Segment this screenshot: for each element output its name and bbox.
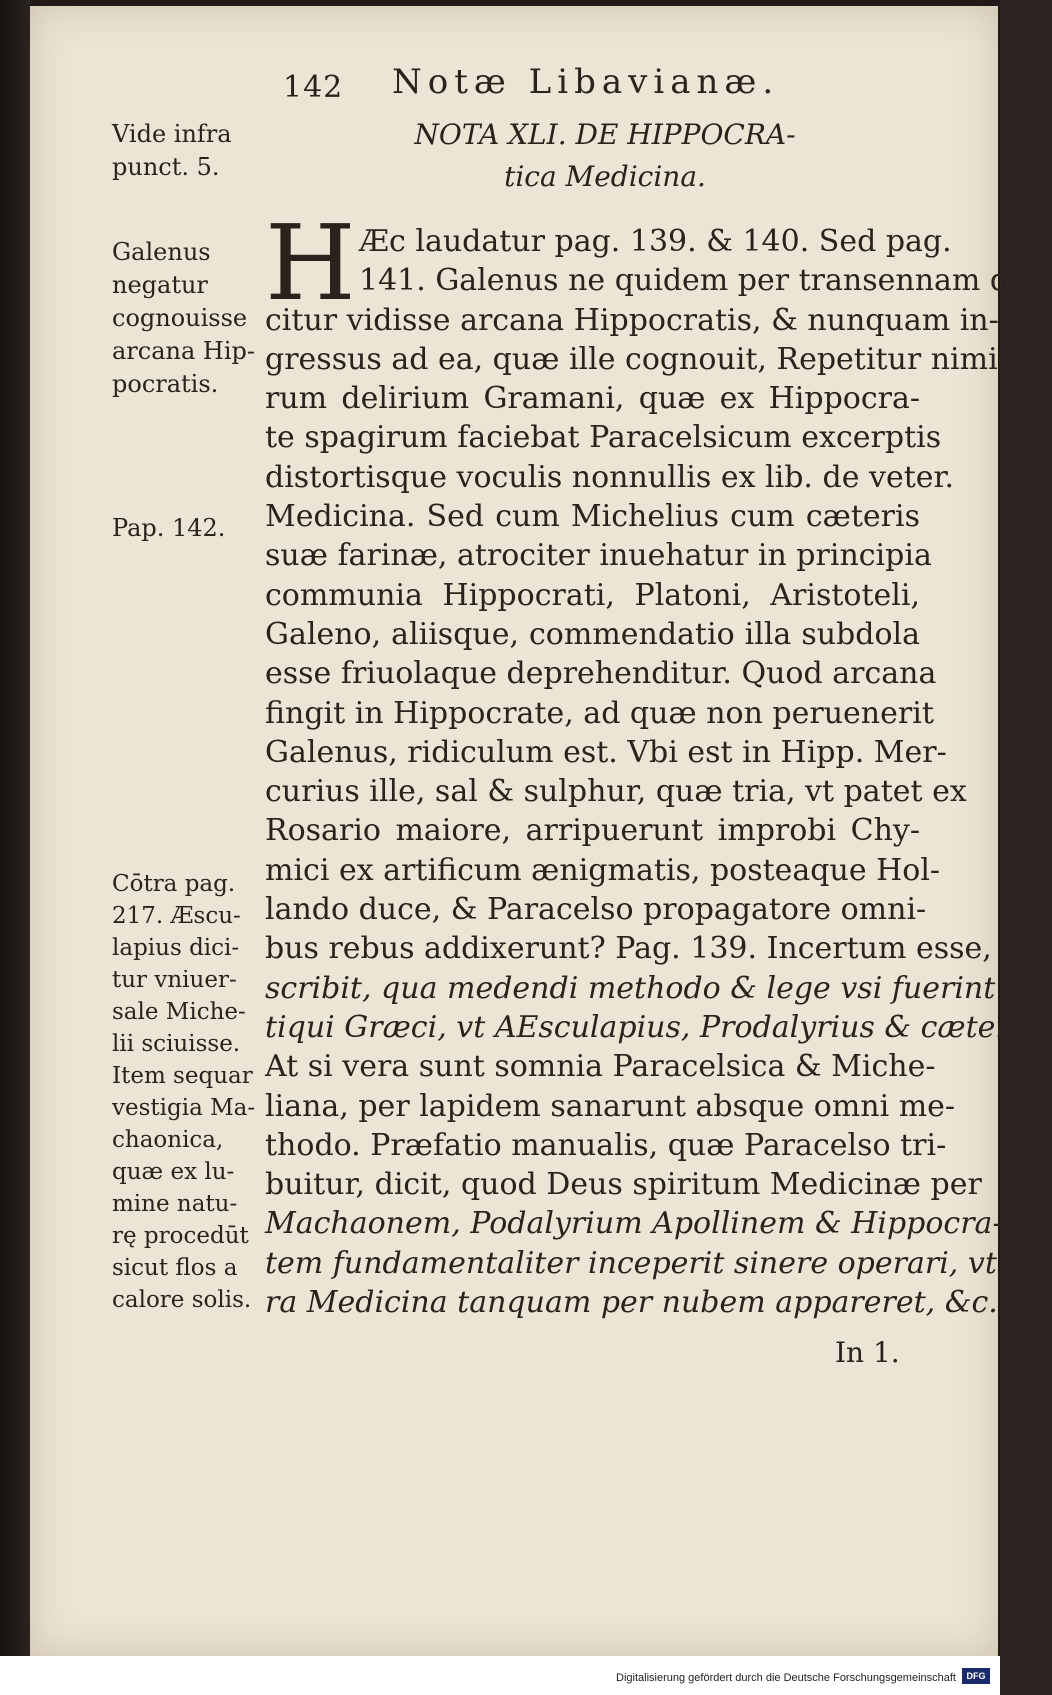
body-line: Æc laudatur pag. 139. & 140. Sed pag. — [359, 224, 952, 259]
margin-note-galenus — [112, 236, 277, 401]
body-line: mici ex artificum ænigmatis, posteaque Hol- — [265, 852, 941, 888]
body-line: tiqui Græci, vt AEsculapius, Prodalyrius & cæteri. — [265, 1009, 1029, 1045]
scan-edge — [0, 0, 30, 1695]
body-line: Machaonem, Podalyrium Apollinem & Hippocra- — [265, 1206, 1003, 1242]
chapter-title-line: NOTA XLI. DE HIPPOCRA- — [414, 118, 796, 151]
margin-note-line: mine natu- — [112, 1191, 238, 1217]
margin-note-line: 217. Æscu- — [112, 903, 241, 929]
margin-note-line: rę procedūt — [112, 1223, 249, 1249]
margin-note-line: Pap. 142. — [112, 514, 226, 542]
margin-note-line: lii sciuisse. — [112, 1031, 241, 1057]
margin-note-line: negatur — [112, 271, 208, 299]
running-head: Notæ Libavianæ. — [392, 62, 780, 102]
margin-note-line: Cōtra pag. — [112, 871, 236, 897]
body-line: liana, per lapidem sanarunt absque omni me- — [265, 1088, 956, 1124]
chapter-title — [280, 114, 930, 198]
body-line: rum delirium Gramani, quæ ex Hippocra- — [265, 381, 920, 417]
body-line: te spagirum faciebat Paracelsicum excerptis — [265, 420, 942, 456]
body-line: buitur, dicit, quod Deus spiritum Medicinæ per — [265, 1167, 982, 1203]
body-line: esse friuolaque deprehenditur. Quod arcana — [265, 656, 937, 692]
body-line: communia Hippocrati, Platoni, Aristoteli, — [265, 577, 920, 613]
margin-note-line: lapius dici- — [112, 935, 240, 961]
body-line: gressus ad ea, quæ ille cognouit, Repetitur nimi- — [265, 341, 1008, 377]
margin-note-line: Item sequar — [112, 1063, 253, 1089]
body-line: bus rebus addixerunt? Pag. 139. Incertum esse, — [265, 931, 992, 967]
body-line: fingit in Hippocrate, ad quæ non peruenerit — [265, 695, 934, 731]
body-line: scribit, qua medendi methodo & lege vsi fuerint an- — [265, 970, 1052, 1006]
page-header — [30, 62, 998, 105]
body-line: Medicina. Sed cum Michelius cum cæteris — [265, 499, 920, 535]
margin-note-vide — [112, 118, 277, 184]
body-line: suæ farinæ, atrociter inuehatur in principia — [265, 538, 932, 574]
body-line: lando duce, & Paracelso propagatore omni- — [265, 892, 927, 928]
body-line: curius ille, sal & sulphur, quæ tria, vt patet ex — [265, 774, 967, 810]
margin-note-line: tur vniuer- — [112, 967, 237, 993]
body-line: At si vera sunt somnia Paracelsica & Miche- — [265, 1049, 936, 1085]
margin-note-line: sale Miche- — [112, 999, 246, 1025]
margin-note-line: pocratis. — [112, 370, 219, 398]
body-line: Rosario maiore, arripuerunt improbi Chy- — [265, 813, 920, 849]
margin-note-line: arcana Hip- — [112, 337, 256, 365]
footer-credit: Digitalisierung gefördert durch die Deutsche Forschungsgemeinschaft — [616, 1672, 956, 1684]
margin-note-line: Galenus — [112, 238, 211, 266]
body-line: thodo. Præfatio manualis, quæ Paracelso tri- — [265, 1127, 947, 1163]
margin-note-line: quæ ex lu- — [112, 1159, 235, 1185]
body-line: tem fundamentaliter inceperit sinere operari, vt ve- — [265, 1245, 1052, 1281]
body-line: Galeno, aliisque, commendatio illa subdola — [265, 616, 920, 652]
body-text — [265, 222, 1052, 1322]
drop-cap: H — [265, 202, 356, 324]
margin-note-line: calore solis. — [112, 1287, 252, 1313]
chapter-title-line: tica Medicina. — [504, 160, 706, 193]
margin-note-line: Vide infra — [112, 120, 232, 148]
body-line: distortisque voculis nonnullis ex lib. de veter. — [265, 459, 955, 495]
body-line: citur vidisse arcana Hippocratis, & nunquam in- — [265, 302, 999, 338]
margin-note-line: chaonica, — [112, 1127, 224, 1153]
margin-note-line: cognouisse — [112, 304, 248, 332]
dfg-logo-icon: DFG — [962, 1668, 990, 1684]
margin-note-contra — [112, 868, 282, 1316]
body-line: ra Medicina tanquam per nubem appareret, &c. — [265, 1285, 998, 1321]
body-line: Galenus, ridiculum est. Vbi est in Hipp. Mer- — [265, 734, 947, 770]
body-line: 141. Galenus ne quidem per transennam di- — [359, 263, 1029, 299]
margin-note-pap — [112, 512, 277, 545]
margin-note-line: punct. 5. — [112, 153, 220, 181]
margin-note-line: sicut flos a — [112, 1255, 238, 1281]
book-page — [30, 6, 1052, 1656]
catchword: In 1. — [835, 1336, 900, 1369]
page-number: 142 — [283, 70, 344, 105]
margin-note-line: vestigia Ma- — [112, 1095, 256, 1121]
